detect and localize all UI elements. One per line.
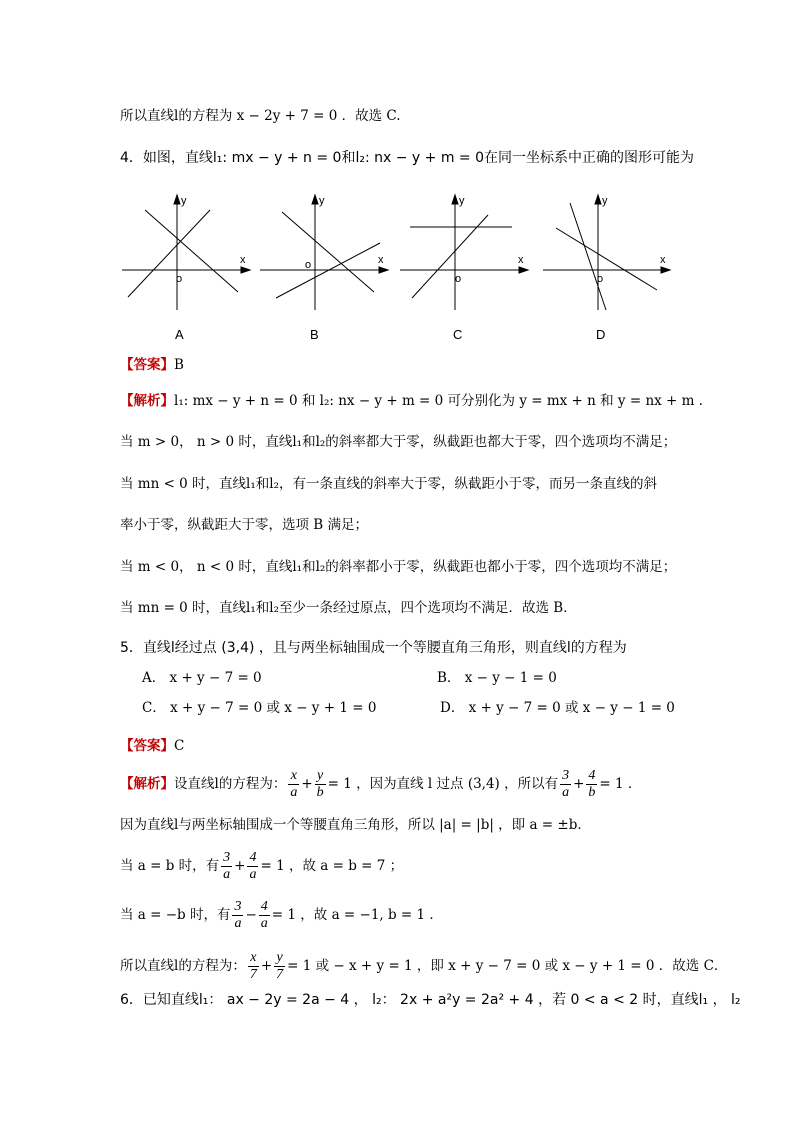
- q4-analysis-1: [120, 391, 712, 411]
- q5-analysis-3: 当 a = b 时，有 $\frac{3}{a}$ + $\frac{4}{a}$ = 1 ，故 a = b = 7 ；: [120, 850, 404, 882]
- q5-analysis-4: 当 a = −b 时，有 $\frac{3}{a}$ − $\frac{4}{a}$ = 1 ，故 a = −1, b = 1 ．: [120, 899, 443, 931]
- figure-c: [400, 195, 528, 310]
- figure-label-d: D: [596, 327, 606, 342]
- fraction-4-over-a: $\frac{4}{a}$: [260, 899, 268, 931]
- q5-option-c: C． x + y − 7 = 0 或 x − y + 1 = 0: [142, 700, 377, 716]
- text: = 1 ，故 a = −1, b = 1 ．: [271, 907, 443, 923]
- answer-value: C: [174, 738, 185, 754]
- q4-analysis-5: 当 m < 0， n < 0 时，直线l₁和l₂的斜率都小于零，纵截距也都小于零，四个选项均不满足；: [120, 559, 677, 575]
- axis-y-a: y: [181, 195, 187, 207]
- origin-d: o: [597, 273, 604, 285]
- q5-analysis-5: 所以直线l的方程为： $\frac{x}{7}$ + $\frac{y}{7}$ = 1 或 − x + y = 1 ，即 x + y − 7 = 0 或 x − y + 1 = 0 ．故选 C．: [120, 950, 728, 982]
- text: = 1 ．: [599, 776, 642, 792]
- axis-x-d: x: [660, 254, 666, 266]
- q5-answer: [120, 736, 184, 756]
- text: 设直线l的方程为：: [174, 776, 287, 792]
- axis-x-b: x: [378, 254, 384, 266]
- fraction-y-over-7: $\frac{y}{7}$: [276, 950, 284, 982]
- origin-b: o: [305, 259, 312, 271]
- q5-option-d: D． x + y − 7 = 0 或 x − y − 1 = 0: [440, 700, 675, 716]
- fraction-3-over-a: $\frac{3}{a}$: [562, 768, 570, 800]
- question-5-stem: 5．直线l经过点 (3,4) ，且与两坐标轴围成一个等腰直角三角形，则直线l的方程为: [120, 640, 627, 656]
- fraction-3-over-a: $\frac{3}{a}$: [234, 899, 242, 931]
- figure-d: [543, 195, 670, 310]
- analysis-text: l₁: mx − y + n = 0 和 l₂: nx − y + m = 0 可分别化为 y = mx + n 和 y = nx + m ．: [174, 393, 713, 409]
- q5-option-b: B． x − y − 1 = 0: [437, 670, 557, 686]
- origin-a: o: [176, 273, 183, 285]
- fraction-x-over-a: $\frac{x}{a}$: [290, 768, 298, 800]
- axis-y-c: y: [459, 195, 465, 207]
- fraction-3-over-a: $\frac{3}{a}$: [223, 850, 231, 882]
- figure-a: [122, 195, 250, 310]
- text: = 1 ，因为直线 l 过点 (3,4) ，所以有: [327, 776, 559, 792]
- q4-answer: [120, 355, 184, 375]
- text: 所以直线l的方程为：: [120, 958, 246, 974]
- q5-analysis-1: 【解析】设直线l的方程为： $\frac{x}{a}$ + $\frac{y}{b}$ = 1 ，因为直线 l 过点 (3,4) ，所以有 $\frac{3}{a}$ + $\frac{4}{b}$ = 1 ．: [120, 768, 642, 800]
- figure-b: [260, 195, 388, 310]
- answer-tag: 【答案】: [120, 357, 174, 373]
- question-6-stem: 6．已知直线l₁： ax − 2y = 2a − 4 ， l₂： 2x + a²y = 2a² + 4 ，若 0 < a < 2 时，直线l₁ ， l₂: [120, 992, 741, 1008]
- axis-x-a: x: [240, 254, 246, 266]
- axis-y-d: y: [602, 195, 608, 207]
- q5-option-a: A． x + y − 7 = 0: [142, 670, 262, 686]
- analysis-tag: 【解析】: [120, 393, 174, 409]
- figure-label-b: B: [310, 327, 319, 342]
- q4-analysis-2: 当 m > 0， n > 0 时，直线l₁和l₂的斜率都大于零，纵截距也都大于零，四个选项均不满足；: [120, 434, 677, 450]
- fraction-x-over-7: $\frac{x}{7}$: [249, 950, 257, 982]
- origin-c: o: [455, 273, 462, 285]
- figure-label-a: A: [175, 327, 184, 342]
- fraction-4-over-a: $\frac{4}{a}$: [249, 850, 257, 882]
- answer-tag: 【答案】: [120, 738, 174, 754]
- text: 当 a = b 时，有: [120, 858, 220, 874]
- q5-analysis-2: 因为直线l与两坐标轴围成一个等腰直角三角形，所以 |a| = |b| ，即 a = ±b．: [120, 817, 591, 833]
- q4-analysis-3: 当 mn < 0 时，直线l₁和l₂，有一条直线的斜率大于零，纵截距小于零，而另一条直线的斜: [120, 476, 658, 492]
- question-4-stem: 4．如图，直线l₁: mx − y + n = 0和l₂: nx − y + m = 0在同一坐标系中正确的图形可能为: [120, 150, 695, 166]
- text: 当 a = −b 时，有: [120, 907, 231, 923]
- figure-label-c: C: [453, 327, 463, 342]
- axis-y-b: y: [319, 195, 325, 207]
- answer-value: B: [174, 357, 184, 373]
- fraction-4-over-b: $\frac{4}{b}$: [588, 768, 596, 800]
- q4-analysis-4: 率小于零，纵截距大于零，选项 B 满足；: [120, 517, 369, 533]
- axis-x-c: x: [518, 254, 524, 266]
- text: = 1 ，故 a = b = 7 ；: [260, 858, 404, 874]
- previous-conclusion: 所以直线l的方程为 x − 2y + 7 = 0 ．故选 C.: [120, 108, 401, 124]
- text: = 1 或 − x + y = 1 ，即 x + y − 7 = 0 或 x − y + 1 = 0 ．故选 C．: [287, 958, 728, 974]
- analysis-tag: 【解析】: [120, 776, 174, 792]
- fraction-y-over-b: $\frac{y}{b}$: [316, 768, 324, 800]
- q4-analysis-6: 当 mn = 0 时，直线l₁和l₂至少一条经过原点，四个选项均不满足．故选 B．: [120, 600, 577, 616]
